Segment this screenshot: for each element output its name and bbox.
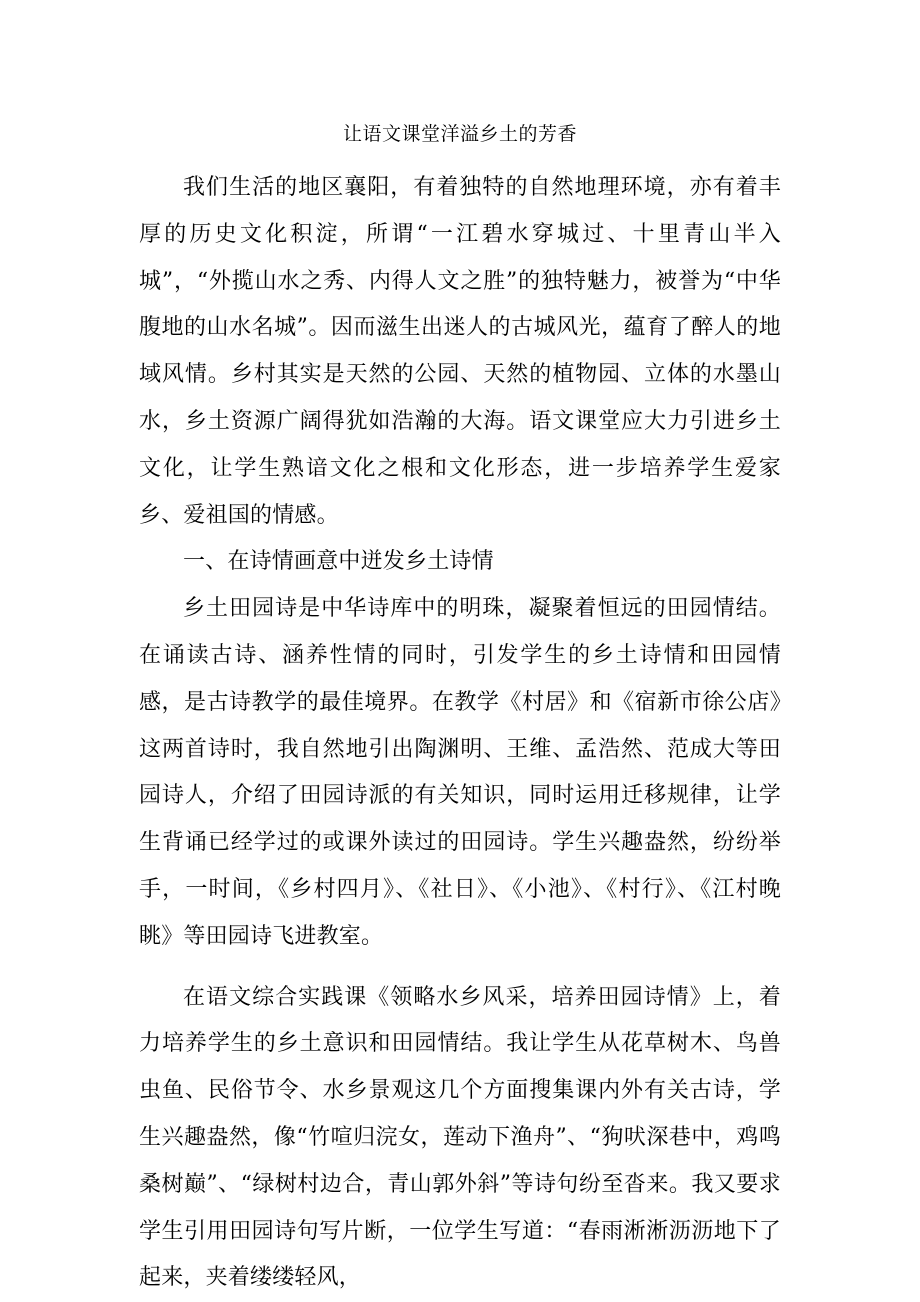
- paragraph-intro: 我们生活的地区襄阳，有着独特的自然地理环境，亦有着丰厚的历史文化积淀，所谓“一江碧水穿城过、十里青山半入城”，“外揽山水之秀、内得人文之胜”的独特魅力，被誉为“中华腹地的山水名城”。因而滋生出迷人的古城风光，蕴育了醉人的地域风情。乡村其实是天然的公园、天然的植物园、立体的水墨山水，乡土资源广阔得犹如浩瀚的大海。语文课堂应大力引进乡土文化，让学生熟谙文化之根和文化形态，进一步培养学生爱家乡、爱祖国的情感。: [139, 175, 781, 528]
- paragraph-practice-class: 在语文综合实践课《领略水乡风采，培养田园诗情》上，着力培养学生的乡土意识和田园情结。我让学生从花草树木、鸟兽虫鱼、民俗节令、水乡景观这几个方面搜集课内外有关古诗，学生兴趣盎然，像“竹喧归浣女，莲动下渔舟”、“狗吠深巷中，鸡鸣桑树巅”、“绿树村边合，青山郭外斜”等诗句纷至沓来。我又要求学生引用田园诗句写片断，一位学生写道：“春雨淅淅沥沥地下了起来，夹着缕缕轻风，: [139, 984, 781, 1291]
- section-heading: 一、在诗情画意中迸发乡土诗情: [183, 549, 494, 575]
- paragraph-rural-poetry: 乡土田园诗是中华诗库中的明珠，凝聚着恒远的田园情结。在诵读古诗、涵养性情的同时，引发学生的乡土诗情和田园情感，是古诗教学的最佳境界。在教学《村居》和《宿新市徐公店》这两首诗时，我自然地引出陶渊明、王维、孟浩然、范成大等田园诗人，介绍了田园诗派的有关知识，同时运用迁移规律，让学生背诵已经学过的或课外读过的田园诗。学生兴趣盎然，纷纷举手，一时间，《乡村四月》、《社日》、《小池》、《村行》、《江村晚眺》等田园诗飞进教室。: [139, 596, 781, 949]
- document-title: 让语文课堂洋溢乡土的芳香: [342, 123, 577, 145]
- document-body: [139, 165, 781, 1302]
- paragraph-spacer: [139, 961, 781, 975]
